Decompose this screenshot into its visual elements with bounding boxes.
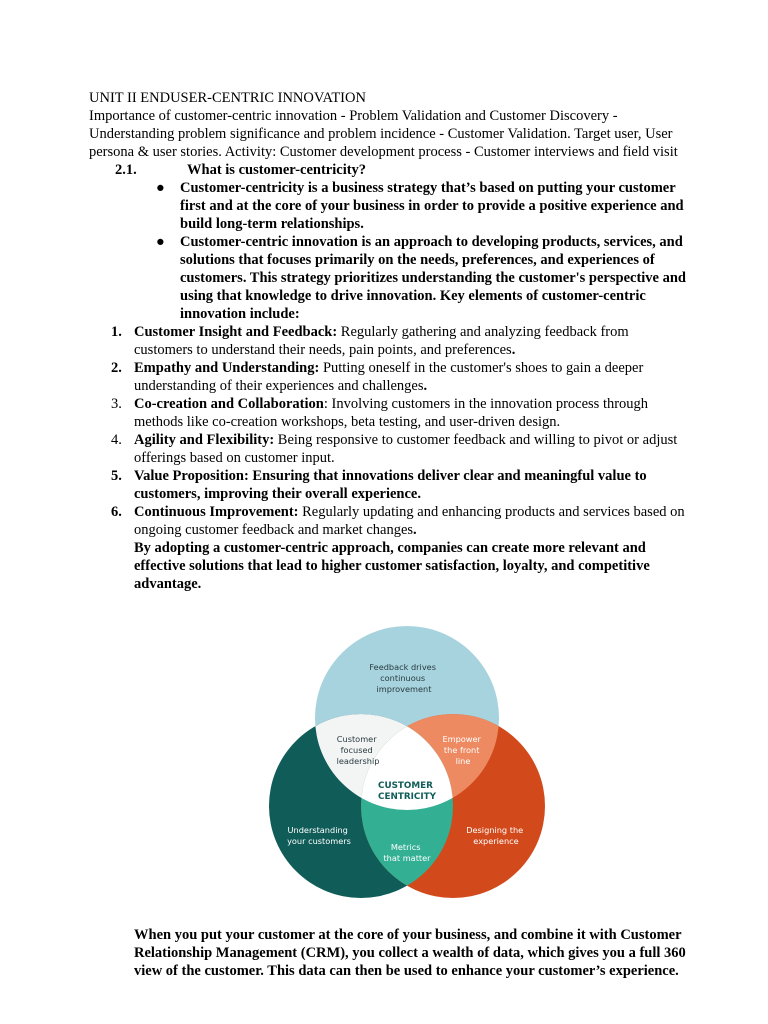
- item-text: Regularly gathering and analyzing feedback from customers to understand their needs, pain points, and preferences: [134, 324, 629, 358]
- item-end: .: [423, 378, 428, 394]
- definition-bullets: [89, 179, 689, 323]
- label-left: Understanding your customers: [287, 825, 351, 846]
- label-top-left: Customer focused leadership: [336, 734, 380, 766]
- item-title: Co-creation and Collaboration: [134, 396, 324, 412]
- item-number: 2.: [111, 360, 122, 376]
- item-text: Regularly updating and enhancing products and services based on ongoing customer feedback and market changes: [134, 504, 685, 538]
- item-number: 4.: [111, 432, 122, 448]
- item-text: Putting oneself in the customer's shoes to gain a deeper understanding of their experiences and challenges: [134, 360, 644, 394]
- label-bottom: Metrics that matter: [383, 842, 431, 863]
- item-text: : Involving customers in the innovation process through methods like co-creation workshops, beta testing, and user-driven design.: [134, 396, 649, 430]
- key-elements-list: [89, 323, 689, 539]
- item-number: 6.: [111, 504, 122, 520]
- item-end: .: [511, 342, 516, 358]
- bullet-item: [89, 179, 689, 233]
- list-item: [89, 395, 689, 431]
- section-heading: [89, 161, 689, 179]
- item-end: .: [413, 522, 417, 538]
- unit-intro: Importance of customer-centric innovation - Problem Validation and Customer Discovery - Understanding problem significance and problem incidence - Customer Validation. Target user, User persona & user stories. Activity: Customer development process - Customer interviews and field visit: [89, 108, 678, 160]
- item-title: Value Proposition: Ensuring that innovations deliver clear and meaningful value to customers, improving their overall experience.: [134, 468, 647, 502]
- list-item: [89, 323, 689, 359]
- bullet-item: [89, 233, 689, 323]
- conclusion-paragraph: By adopting a customer-centric approach, companies can create more relevant and effective solutions that lead to higher customer satisfaction, loyalty, and competitive advantage.: [134, 540, 650, 592]
- bullet-icon: ●: [156, 234, 165, 250]
- label-top: Feedback drives continuous improvement: [369, 662, 436, 694]
- bullet-text: Customer-centric innovation is an approach to developing products, services, and solutions that focuses primarily on the needs, preferences, and experiences of customers. This strategy prioritizes understanding the customer's perspective and using that knowledge to drive innovation. Key elements of customer-centric innovation include:: [180, 234, 686, 322]
- item-number: 1.: [111, 324, 122, 340]
- unit-heading: UNIT II ENDUSER-CENTRIC INNOVATION: [89, 90, 366, 106]
- list-item: [89, 431, 689, 467]
- item-title: Customer Insight and Feedback:: [134, 324, 338, 340]
- document-body: [89, 89, 689, 593]
- bullet-text: Customer-centricity is a business strategy that’s based on putting your customer first and at the core of your business in order to provide a positive experience and build long-term relationships.: [180, 180, 684, 232]
- label-top-right: Empower the front line: [442, 734, 481, 766]
- item-number: 3.: [111, 396, 122, 412]
- customer-centricity-venn-diagram: [265, 620, 625, 908]
- item-title: Empathy and Understanding:: [134, 360, 320, 376]
- section-number: 2.1.: [115, 162, 137, 178]
- bullet-icon: ●: [156, 180, 165, 196]
- item-title: Continuous Improvement:: [134, 504, 299, 520]
- list-item: [89, 359, 689, 395]
- item-text: Being responsive to customer feedback and willing to pivot or adjust offerings based on customer input.: [134, 432, 678, 466]
- label-right: Designing the experience: [466, 825, 524, 846]
- label-center: CUSTOMER CENTRICITY: [377, 781, 436, 802]
- list-item: [89, 503, 689, 539]
- item-title: Agility and Flexibility:: [134, 432, 275, 448]
- closing-paragraph: When you put your customer at the core of your business, and combine it with Customer Relationship Management (CRM), you collect a wealth of data, which gives you a full 360 view of the customer. This data can then be used to enhance your customer’s experience.: [134, 927, 686, 979]
- item-number: 5.: [111, 468, 122, 484]
- section-title: What is customer-centricity?: [187, 162, 367, 178]
- list-item: [89, 467, 689, 503]
